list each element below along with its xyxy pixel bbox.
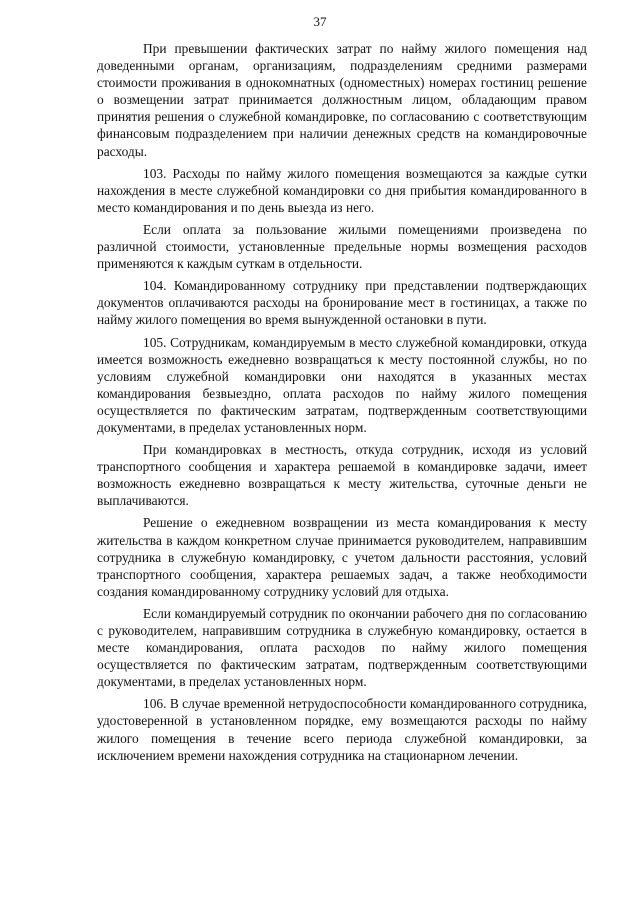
document-body [97,40,587,769]
paragraph-different-cost: Если оплата за пользование жилыми помещениями произведена по различной стоимости, установленные предельные нормы возмещения расходов применяются к каждым суткам в отдельности. [97,221,587,272]
paragraph-stay-after-work: Если командируемый сотрудник по окончании рабочего дня по согласованию с руководителем, направившим сотрудника в служебную командировку, остается в месте командирования, оплата расходов по найму жилого помещения осуществляется по фактическим затратам, подтвержденным соответствующими документами, в пределах установленных норм. [97,605,587,690]
page-number: 37 [313,14,327,29]
paragraph-return-decision: Решение о ежедневном возвращении из места командирования к месту жительства в каждом конкретном случае принимается руководителем, направившим сотрудника в служебную командировку, с учетом дальности расстояния, условий транспортного сообщения, характера решаемых задач, а также необходимости создания командированному сотруднику условий для отдыха. [97,515,587,599]
paragraph-clause-106: 106. В случае временной нетрудоспособности командированного сотрудника, удостоверенной в установленном порядке, ему возмещаются расходы по найму жилого помещения в течение всего периода служебной командировки, за исключением времени нахождения сотрудника на стационарном лечении. [97,696,587,763]
paragraph-daily-return: При командировках в местность, откуда сотрудник, исходя из условий транспортного сообщения и характера решаемой в командировке задачи, имеет возможность ежедневно возвращаться к месту жительства, суточные деньги не выплачиваются. [97,442,587,509]
paragraph-clause-105: 105. Сотрудникам, командируемым в место служебной командировки, откуда имеется возможность ежедневно возвращаться к месту постоянной службы, но по условиям служебной командировки они находятся в указанных местах командирования безвыездно, оплата расходов по найму жилого помещения осуществляется по фактическим затратам, подтвержденным соответствующими документами, в пределах установленных норм. [97,334,587,435]
paragraph-excess-costs: При превышении фактических затрат по найму жилого помещения над доведенными органам, организациям, подразделениям средними размерами стоимости проживания в однокомнатных (одноместных) номерах гостиниц решение о возмещении затрат принимается должностным лицом, обладающим правом принятия решения о служебной командировке, по согласованию с соответствующим финансовым подразделением при наличии денежных средств на командировочные расходы. [97,41,587,159]
paragraph-clause-103: 103. Расходы по найму жилого помещения возмещаются за каждые сутки нахождения в месте служебной командировки со дня прибытия командированного в место командирования и по день выезда из него. [97,165,587,215]
paragraph-clause-104: 104. Командированному сотруднику при представлении подтверждающих документов оплачиваются расходы на бронирование мест в гостиницах, а также по найму жилого помещения во время вынужденной остановки в пути. [97,278,587,328]
